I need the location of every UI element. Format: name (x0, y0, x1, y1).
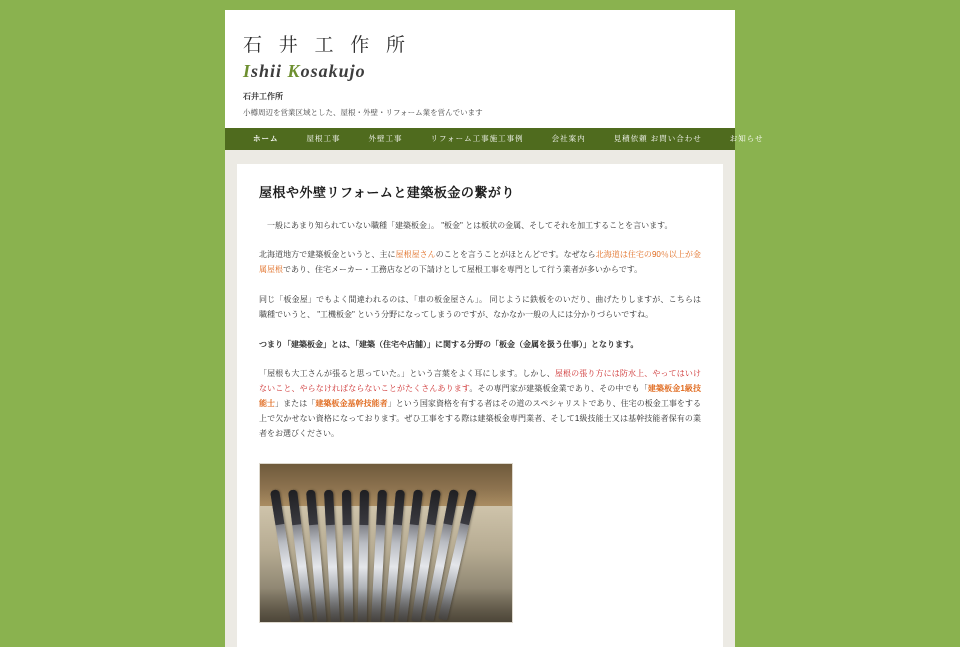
nav-item-roof-work[interactable]: 屋根工事 (306, 134, 341, 144)
paragraph-2-text-a: 北海道地方で建築板金というと、主に (259, 250, 396, 260)
article-paragraph-3: 同じ「板金屋」でもよく間違われるのは、「車の板金屋さん」。 同じように鉄板をのいだり、曲げたりしますが、こちらは職種でいうと、 "工機板金" という分野になってしまうのですが、なかなか一般の人には分かりづらいですね。 (259, 295, 701, 319)
paragraph-2-text-b: のことを言うことがほとんどです。なぜなら (435, 250, 596, 260)
paragraph-5-text-b: 。その専門家が建築板金業であり、その中でも「 (469, 384, 648, 394)
nav-item-news[interactable]: お知らせ (729, 134, 764, 144)
paragraph-5-text-c: 」または「 (275, 399, 316, 409)
page-title: 屋根や外壁リフォームと建築板金の繋がり (259, 184, 515, 200)
site-description: 小樽周辺を営業区域とした、屋根・外壁・リフォーム業を営んでいます (243, 107, 483, 117)
content-area (225, 150, 735, 647)
article-paragraph-2 (259, 248, 701, 278)
article-image (259, 463, 513, 623)
site-name: 石井工作所 (243, 91, 283, 101)
nav-item-wall-work[interactable]: 外壁工事 (368, 134, 403, 144)
page-container (225, 10, 764, 647)
site-logo-japanese: 石 井 工 作 所 (243, 35, 412, 56)
article-paragraph-5 (259, 367, 701, 441)
main-navigation (225, 128, 764, 150)
highlight-metal-roof-stat: 北海道は住宅の90％以上が金属屋根 (259, 250, 702, 275)
paragraph-2-text-c: であり、住宅メーカー・工務店などの下請けとして屋根工事を専門として行う業者が多いからです。 (283, 265, 643, 275)
article-paragraph-4: つまり「建築板金」とは、「建築（住宅や店舗）」に関する分野の「板金（金属を扱う仕事）」となります。 (259, 339, 639, 349)
nav-item-home[interactable]: ホーム (253, 134, 279, 144)
site-logo-romaji: Ishii Kosakujo (243, 60, 366, 81)
highlight-certification-2: 建築板金基幹技能者 (315, 399, 388, 409)
highlight-roofers: 屋根屋さん (395, 250, 436, 260)
nav-item-company-info[interactable]: 会社案内 (551, 134, 586, 144)
paragraph-5-text-a: 「屋根も大工さんが張ると思っていた。」という言葉をよく耳にします。しかし、 (259, 369, 555, 379)
photo-shadow-overlay (260, 588, 512, 623)
paragraph-5-text-d: 」という国家資格を有する者はその道のスペシャリストであり、住宅の板金工事をする上で欠かせない資格になっております。ぜひ工事をする際は建築板金専門業者、そして1級技能士又は基幹技能者保有の業者をお選びください。 (259, 399, 702, 438)
article (237, 164, 723, 647)
nav-item-estimate-contact[interactable]: 見積依頼 お問い合わせ (613, 134, 702, 144)
highlight-certification-1: 建築板金1級技能士 (259, 384, 702, 409)
highlight-roof-warning: 屋根の張り方には防水上、やってはいけないこと、やらなければならないことがたくさんあります (259, 369, 701, 394)
nav-item-reform-cases[interactable]: リフォーム工事施工事例 (430, 134, 524, 144)
site-header (225, 10, 735, 128)
article-paragraph-1: 一般にあまり知られていない職種「建築板金」。 "板金" とは板状の金属、そしてそれを加工することを言います。 (267, 220, 673, 230)
